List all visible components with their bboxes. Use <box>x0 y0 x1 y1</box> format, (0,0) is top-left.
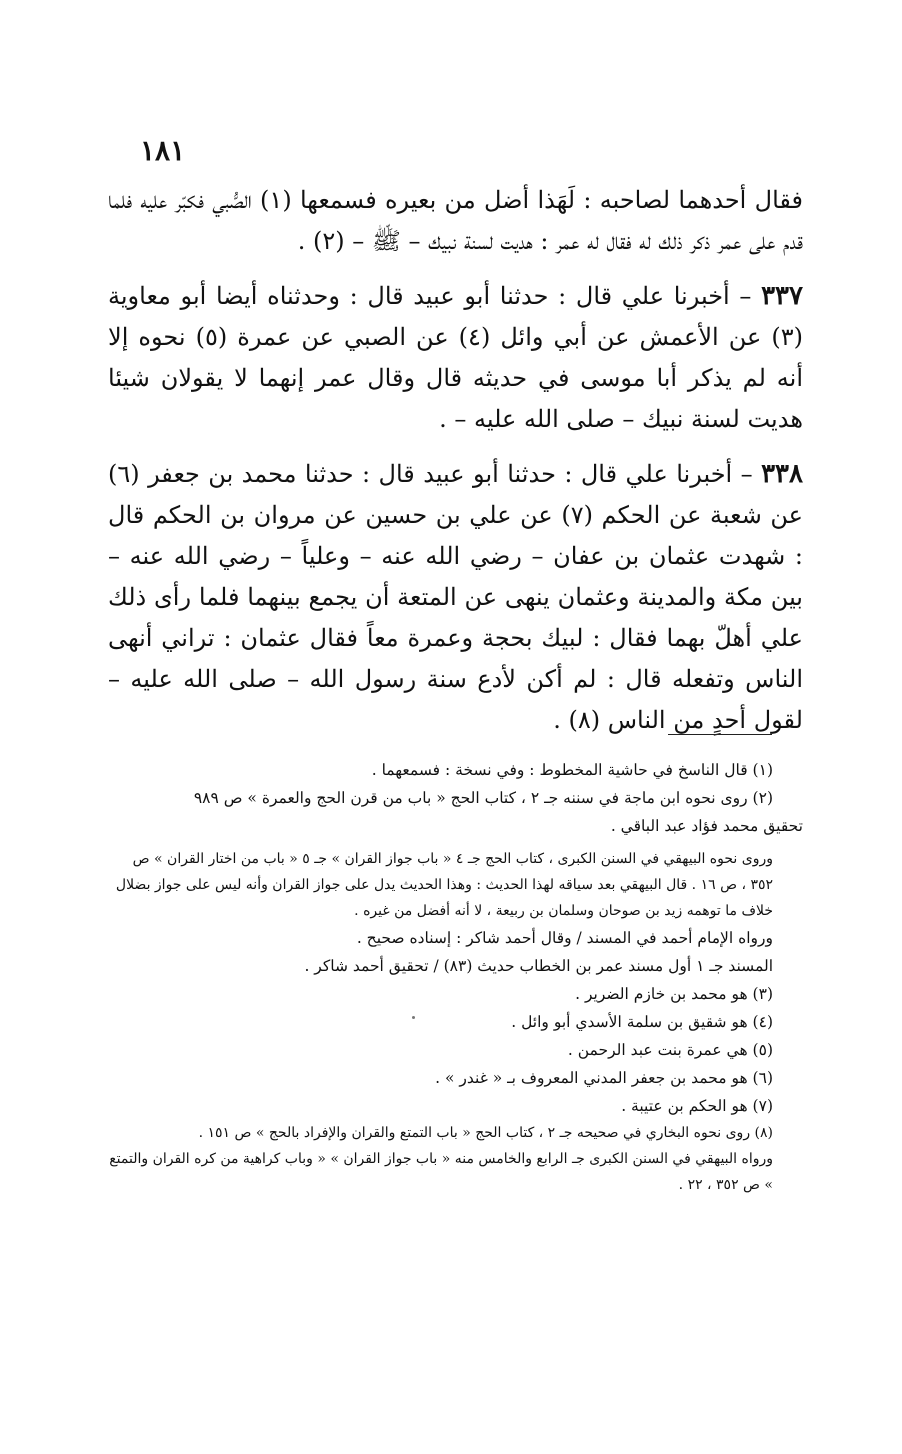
scan-speck <box>412 1016 415 1019</box>
paragraph-hadith-338 <box>108 454 803 741</box>
footnote-4: (٤) هو شقيق بن سلمة الأسدي أبو وائل . <box>511 1013 773 1031</box>
footnote-2: (٢) روى نحوه ابن ماجة في سننه جـ ٢ ، كتاب الحج « باب من قرن الحج والعمرة » ص ٩٨٩ <box>193 789 773 807</box>
main-text <box>108 180 803 755</box>
footnotes <box>108 756 803 1198</box>
footnote-2-bayhaqi: وروى نحوه البيهقي في السنن الكبرى ، كتاب الحج جـ ٤ « باب جواز القران » جـ ٥ « باب من اختار القران » ص ٣٥٢ ، ص ١٦ . قال البيهقي بعد سياقه لهذا الحديث : وهذا الحديث يدل على جواز القران وأنه ليس على جواز بضلال خلاف ما توهمه زيد بن صوحان وسلمان بن ربيعة ، لا أنه أفضل من غيره . <box>115 851 773 919</box>
page-number: ١٨١ <box>140 134 186 167</box>
hadith-number: ٣٣٧ <box>761 281 803 311</box>
footnote-8: (٨) روى نحوه البخاري في صحيحه جـ ٢ ، كتاب الحج « باب التمتع والقران والإفراد بالحج » ص ١٥١ . <box>198 1125 773 1141</box>
hadith-number: ٣٣٨ <box>761 459 803 489</box>
footnote-3: (٣) هو محمد بن خازم الضرير . <box>575 985 773 1003</box>
footnote-divider <box>668 734 772 735</box>
footnote-8-bayhaqi: ورواه البيهقي في السنن الكبرى جـ الرابع والخامس منه « باب جواز القران » « وباب كراهية من كره القران والتمتع » ص ٣٥٢ ، ٢٢ . <box>109 1151 773 1193</box>
paragraph-text: فقال أحدهما لصاحبه : لَهَذا أضل من بعيره فسمعها (١) الصُّبي فكبّر عليه فلما قدم على عمر ذكر ذلك له فقال له عمر : هديت لسنة نبيك – ﷺ – (٢) . <box>108 186 803 255</box>
paragraph-text: – أخبرنا علي قال : حدثنا أبو عبيد قال : حدثنا محمد بن جعفر (٦) عن شعبة عن الحكم (٧) عن علي بن حسين عن مروان بن الحكم قال : شهدت عثمان بن عفان – رضي الله عنه – وعلياً – رضي الله عنه – بين مكة والمدينة وعثمان ينهى عن المتعة أن يجمع بينهما فلما رأى ذلك علي أهلّ بهما فقال : لبيك بحجة وعمرة معاً فقال عثمان : تراني أنهى الناس وتفعله قال : لم أكن لأدع سنة رسول الله – صلى الله عليه – لقول أحدٍ من الناس (٨) . <box>108 460 803 734</box>
paragraph-hadith-337 <box>108 276 803 440</box>
paragraph-intro <box>108 180 803 262</box>
footnote-2-continuation: تحقيق محمد فؤاد عبد الباقي . <box>610 817 803 835</box>
footnote-5: (٥) هي عمرة بنت عبد الرحمن . <box>567 1041 773 1059</box>
footnote-1: (١) قال الناسخ في حاشية المخطوط : وفي نسخة : فسمعهما . <box>371 761 773 779</box>
footnote-6: (٦) هو محمد بن جعفر المدني المعروف بـ « غندر » . <box>435 1069 773 1087</box>
footnote-2-ahmad: ورواه الإمام أحمد في المسند / وقال أحمد شاكر : إسناده صحيح . <box>356 929 773 947</box>
footnote-2-musnad: المسند جـ ١ أول مسند عمر بن الخطاب حديث (٨٣) / تحقيق أحمد شاكر . <box>304 957 773 975</box>
footnote-7: (٧) هو الحكم بن عتيبة . <box>621 1097 773 1115</box>
paragraph-text: – أخبرنا علي قال : حدثنا أبو عبيد قال : وحدثناه أيضا أبو معاوية (٣) عن الأعمش عن أبي وائل (٤) عن الصبي عن عمرة (٥) نحوه إلا أنه لم يذكر أبا موسى في حديثه قال وقال عمر إنهما لا يقولان شيئا هديت لسنة نبيك – صلى الله عليه – . <box>108 282 803 433</box>
